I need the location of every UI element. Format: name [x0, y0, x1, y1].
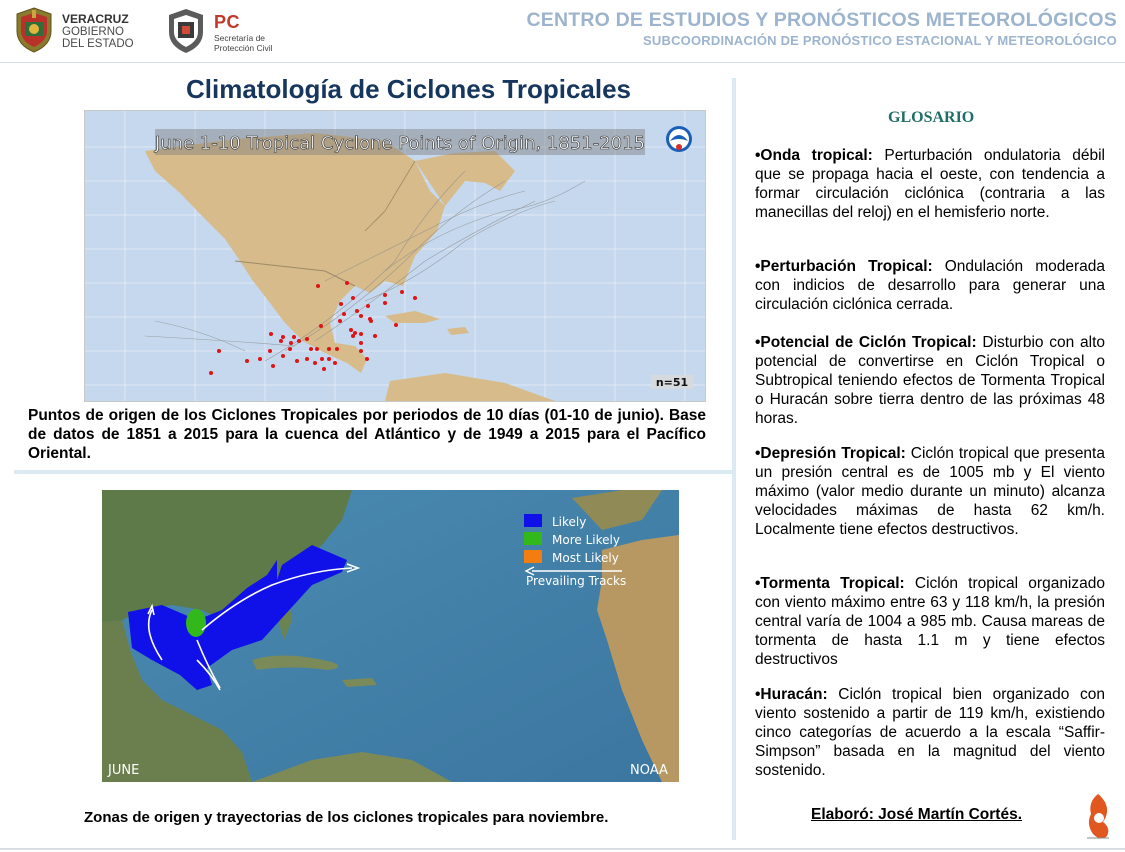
glossary-title: GLOSARIO [888, 109, 975, 126]
page-header [0, 0, 1125, 63]
cyclone-origin-map [84, 110, 706, 402]
legend-most-likely-swatch [524, 550, 542, 563]
legend-more-likely: More Likely [552, 533, 620, 547]
legend-likely-swatch [524, 514, 542, 527]
glossary-entry-onda-tropical: •Onda tropical: Perturbación ondulatoria débil que se propaga hacia el oeste, con tendencia a formar circulación ciclónica (contraria a las manecillas del reloj) en el hemisferio norte. [755, 147, 1105, 221]
glossary-entry-huracan: •Huracán: Ciclón tropical bien organizado con viento sostenido a partir de 119 km/h, existiendo cinco categorías de acuerdo a la escala “Saffir-Simpson” basada en la magnitud del viento sostenido. [755, 686, 1105, 779]
legend-most-likely: Most Likely [552, 551, 619, 565]
map1-caption: Puntos de origen de los Ciclones Tropicales por periodos de 10 días (01-10 de junio). Base de datos de 1851 a 2015 para la cuenca del Atlántico y de 1949 a 2015 para el Pacífico Oriental. [28, 407, 706, 462]
map-title: June 1-10 Tropical Cyclone Points of Origin, 1851-2015 [154, 133, 646, 154]
legend-more-likely-swatch [524, 532, 542, 545]
pc-logo-text: Secretaría de Protección Civil [214, 33, 273, 53]
cyclone-zones-map [102, 490, 679, 782]
sample-count: n=51 [655, 376, 689, 389]
header-title: CENTRO DE ESTUDIOS Y PRONÓSTICOS METEOROLÓGICOS [526, 9, 1117, 31]
cepm-logo-icon [1083, 792, 1113, 844]
proteccion-civil-shield-icon [166, 8, 206, 54]
glossary-entry-depresion-tropical: •Depresión Tropical: Ciclón tropical que presenta un presión central es de 1005 mb y El viento máximo (valor medio durante un minuto) alcanza velocidades máximas de hasta 62 km/h. Localmente tiene efectos destructivos. [755, 445, 1105, 538]
noaa-seal-icon [666, 126, 692, 152]
glossary-entry-perturbacion-tropical: •Perturbación Tropical: Ondulación moderada con indicios de desarrollo para generar una circulación ciclónica cerrada. [755, 258, 1106, 313]
glossary-entry-tormenta-tropical: •Tormenta Tropical: Ciclón tropical organizado con viento máximo entre 63 y 118 km/h, la presión central varía de 1004 a 985 mb. Causa mareas de tormenta de hasta 1.1 m y tiene efectos destructivos [755, 575, 1105, 668]
vertical-divider [732, 78, 736, 840]
bottom-divider [0, 848, 1125, 850]
map-month-label: JUNE [108, 763, 140, 778]
page-title: Climatología de Ciclones Tropicales [186, 74, 632, 104]
veracruz-government-logo [14, 7, 164, 55]
map-source-label: NOAA [630, 763, 668, 778]
proteccion-civil-logo [166, 8, 286, 54]
pc-acronym: PC [214, 12, 241, 32]
veracruz-logo-text: VERACRUZ GOBIERNO DEL ESTADO [62, 12, 134, 50]
author-credit: Elaboró: José Martín Cortés. [811, 806, 1023, 823]
veracruz-shield-icon [14, 7, 54, 53]
legend-likely: Likely [552, 515, 587, 529]
horizontal-divider [14, 470, 732, 474]
header-subtitle: SUBCOORDINACIÓN DE PRONÓSTICO ESTACIONAL Y METEOROLÓGICO [643, 33, 1117, 48]
map2-caption: Zonas de origen y trayectorias de los ciclones tropicales para noviembre. [84, 809, 609, 826]
glossary-entry-potencial-ciclon: •Potencial de Ciclón Tropical: Disturbio con alto potencial de convertirse en Ciclón Tropical o Subtropical teniendo efectos de Tormenta Tropical o Huracán sobre tierra dentro de las próximas 48 horas. [755, 334, 1105, 427]
legend-prevailing-tracks: Prevailing Tracks [526, 574, 627, 588]
